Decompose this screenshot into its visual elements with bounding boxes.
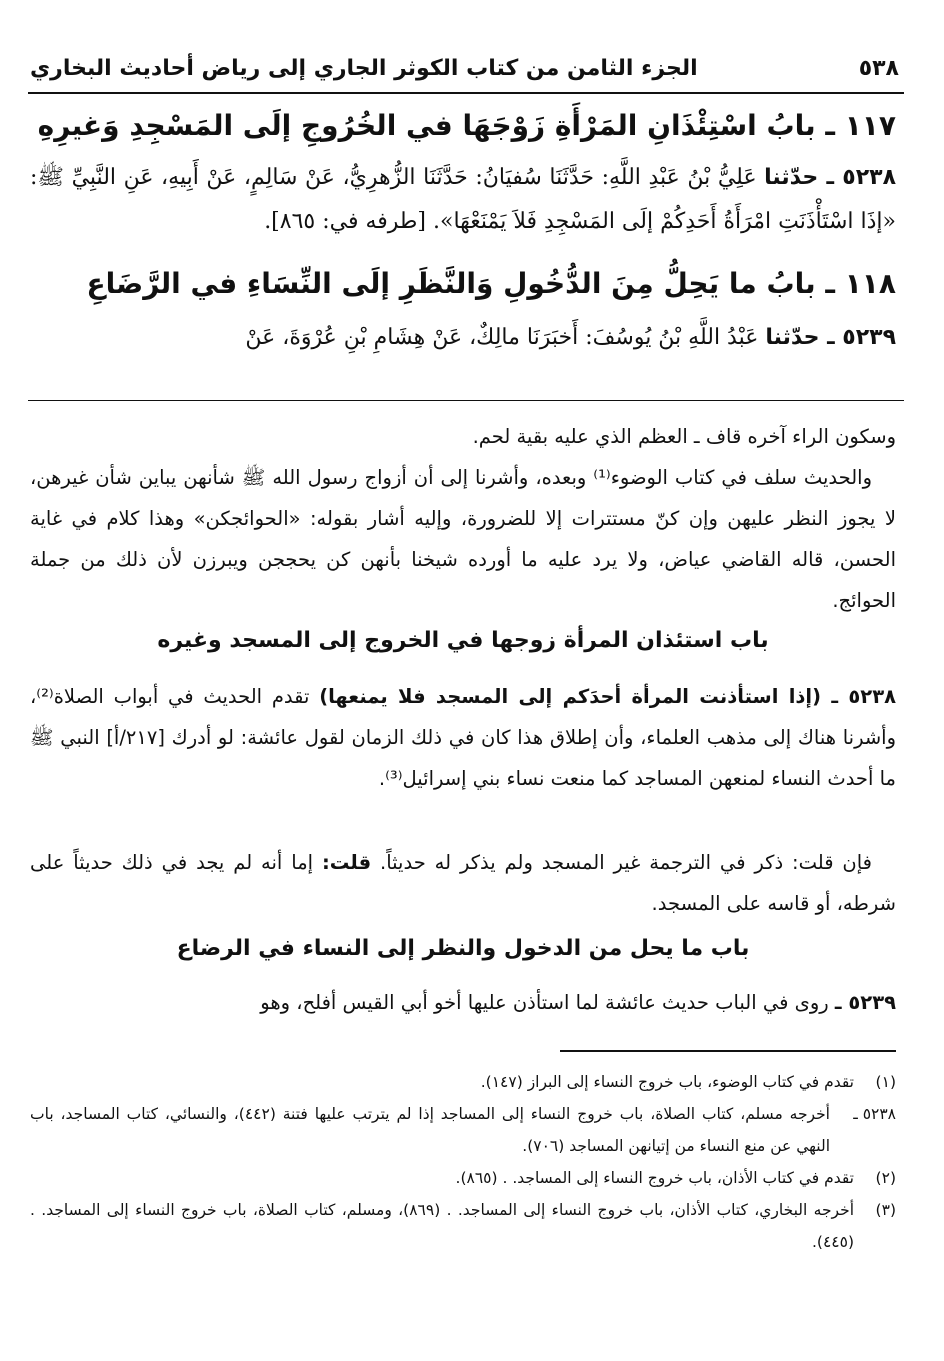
hadith-text: عَبْدُ اللَّهِ بْنُ يُوسُفَ: أَخبَرَنَا مالِكٌ، عَنْ هِشَامِ بْنِ عُرْوَةَ، عَنْ — [245, 325, 766, 350]
qultu-label: قلت: — [321, 851, 372, 874]
footnotes — [30, 1066, 896, 1258]
footnote-text: أخرجه مسلم، كتاب الصلاة، باب خروج النساء إلى المساجد إذا لم يترتب عليها فتنة (٤٤٢)، والنسائي، كتاب المساجد، باب النهي عن منع النساء من إتيانهن المساجد (٧٠٦). — [30, 1105, 830, 1155]
footnote-mark: (١) — [875, 1073, 896, 1091]
hadith-5239 — [30, 316, 896, 360]
footnote-text: تقدم في كتاب الأذان، باب خروج النساء إلى المساجد. . (٨٦٥). — [455, 1169, 854, 1187]
footnote-rule — [560, 1050, 896, 1052]
hadith-text: عَلِيُّ بْنُ عَبْدِ اللَّهِ: حَدَّثَنَا سُفيَانُ: حَدَّثَنَا الزُّهرِيُّ، عَنْ سَالِمٍ، عَنْ أَبِيهِ، عَنِ النَّبِيِّ ﷺ: «إذَا اسْتَأْذَنَتِ امْرَأَةُ أَحَدِكُمْ إلَى المَسْجِدِ فَلاَ يَمْنَعْهَا». [طرفه في: ٨٦٥]. — [30, 165, 896, 234]
commentary-paragraph: فإن قلت: ذكر في الترجمة غير المسجد ولم يذكر له حديثاً. قلت: إما أنه لم يجد في ذلك حديثاً على شرطه، أو قاسه على المسجد. — [30, 851, 896, 915]
commentary-paragraph: ٥٢٣٨ ـ (إذا استأذنت المرأة أحدَكم إلى المسجد فلا يمنعها) تقدم الحديث في أبواب الصلاة⁽²⁾، وأشرنا هناك إلى مذهب العلماء، وأن إطلاق هذا كان في ذلك الزمان لقول عائشة: لو أدرك [٢١٧/أ] النبي ﷺ ما أحدث النساء لمنعهن المساجد كما منعت نساء بني إسرائيل⁽³⁾. — [30, 685, 896, 790]
commentary-subheading: باب استئذان المرأة زوجها في الخروج إلى المسجد وغيره — [157, 628, 769, 653]
commentary-paragraph: وسكون الراء آخره قاف ـ العظم الذي عليه بقية لحم. — [472, 425, 896, 448]
footnote-text: أخرجه البخاري، كتاب الأذان، باب خروج النساء إلى المساجد. . (٨٦٩)، ومسلم، كتاب الصلاة، باب خروج النساء إلى المساجد. . (٤٤٥). — [30, 1201, 855, 1251]
footnote — [30, 1194, 896, 1258]
page-header — [30, 48, 899, 88]
commentary-subheading: باب ما يحل من الدخول والنظر إلى النساء في الرضاع — [176, 936, 750, 961]
text-commentary-divider — [28, 400, 904, 401]
hadith-5238 — [30, 156, 896, 244]
chapter-title-117: ١١٧ ـ بابُ اسْتِئْذَانِ المَرْأَةِ زَوْجَهَا في الخُرُوجِ إلَى المَسْجِدِ وَغيرِهِ — [37, 109, 896, 142]
commentary-lead: ٥٢٣٨ ـ (إذا استأذنت المرأة أحدَكم إلى المسجد فلا يمنعها) — [319, 685, 896, 708]
header-rule — [28, 92, 904, 94]
hadith-number: ٥٢٣٩ ـ حدّثنا — [765, 325, 896, 350]
footnote — [30, 1066, 896, 1098]
footnote-text: تقدم في كتاب الوضوء، باب خروج النساء إلى البراز (١٤٧). — [480, 1073, 854, 1091]
footnote — [30, 1098, 896, 1162]
page-number: ٥٣٨ — [858, 55, 899, 81]
running-title: الجزء الثامن من كتاب الكوثر الجاري إلى رياض أحاديث البخاري — [30, 55, 698, 81]
footnote-mark: ٥٢٣٨ ـ — [853, 1105, 896, 1123]
chapter-title-118: ١١٨ ـ بابُ ما يَحِلُّ مِنَ الدُّخُولِ وَالنَّظَرِ إلَى النِّسَاءِ في الرَّضَاعِ — [86, 267, 896, 300]
footnote-mark: (٣) — [875, 1201, 896, 1219]
commentary-paragraph: والحديث سلف في كتاب الوضوء⁽¹⁾ وبعده، وأشرنا إلى أن أزواج رسول الله ﷺ شأنهن يباين شأن غيرهن، لا يجوز النظر عليهن وإن كنّ مستترات إلا للضرورة، وإليه أشار بقوله: «الحوائجكن» وهذا كلام في غاية الحسن، قاله القاضي عياض، ولا يرد عليه ما أورده شيخنا بأنهن كن يحججن ويبرزن لأن ذلك من جملة الحوائج. — [30, 466, 896, 612]
commentary-lead: ٥٢٣٩ ـ — [834, 991, 896, 1014]
commentary-paragraph: ٥٢٣٩ ـ روى في الباب حديث عائشة لما استأذن عليها أخو أبي القيس أفلح، وهو — [260, 991, 896, 1014]
hadith-number: ٥٢٣٨ ـ حدّثنا — [764, 165, 896, 190]
footnote-mark: (٢) — [875, 1169, 896, 1187]
footnote — [30, 1162, 896, 1194]
